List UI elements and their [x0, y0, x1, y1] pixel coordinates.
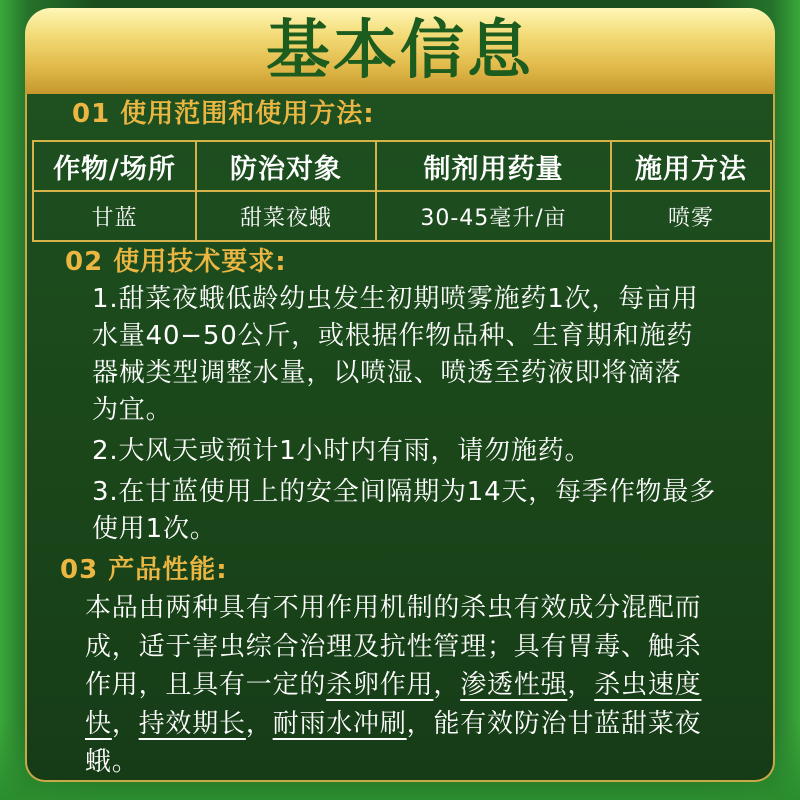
title-banner [25, 8, 775, 96]
underlined-segment: 杀虫速度 [594, 670, 702, 700]
text-segment: 成，适于害虫综合治理及抗性管理；具有胃毒、触杀 [85, 631, 702, 662]
text-line: 水量40−50公斤，或根据作物品种、生育期和施药 [92, 321, 694, 351]
text-segment: ，能有效防治甘蓝甜菜夜 [406, 708, 702, 739]
text-segment: 作用，且具有一定的 [85, 670, 327, 700]
text-line: 为宜。 [92, 395, 173, 425]
text-line [85, 589, 701, 628]
table-row [33, 191, 771, 241]
section-heading-usage: 01 使用范围和使用方法: [72, 99, 375, 129]
text-segment: 本品由两种具有不用作用机制的杀虫有效成分混配而 [85, 593, 702, 623]
text-line: 1.甜菜夜蛾低龄幼虫发生初期喷雾施药1次，每亩用 [92, 284, 699, 314]
text-line [85, 666, 701, 705]
underlined-segment: 持效期长 [138, 708, 246, 739]
text-line [85, 705, 701, 744]
text-line: 使用1次。 [92, 514, 217, 544]
underlined-segment: 耐雨水冲刷 [272, 708, 407, 739]
text-segment: 蛾。 [85, 747, 139, 777]
table-header-crop: 作物/场所 [33, 141, 196, 191]
underlined-segment: 渗透性强 [460, 670, 568, 700]
usage-table [32, 140, 772, 242]
table-header-dosage: 制剂用药量 [376, 141, 611, 191]
text-line: 器械类型调整水量，以喷湿、喷透至药液即将滴落 [92, 358, 682, 388]
table-cell-method: 喷雾 [611, 191, 771, 241]
table-header-method: 施用方法 [611, 141, 771, 191]
text-line [85, 628, 701, 667]
text-segment: ， [433, 670, 461, 700]
text-segment: ， [245, 708, 273, 739]
table-cell-target: 甜菜夜蛾 [196, 191, 376, 241]
underlined-segment: 快 [85, 708, 112, 739]
requirement-item [92, 281, 716, 429]
section-heading-performance: 03 产品性能: [60, 555, 228, 585]
underlined-segment: 杀卵作用 [326, 670, 434, 700]
table-header-row [33, 141, 771, 191]
text-line: 2.大风天或预计1小时内有雨，请勿施药。 [92, 436, 592, 466]
requirement-item [92, 433, 716, 470]
requirement-item [92, 474, 716, 548]
text-segment: ， [111, 708, 139, 739]
text-line [85, 743, 701, 782]
text-segment: ， [567, 670, 595, 700]
performance-text [85, 589, 701, 782]
page-title: 基本信息 [266, 14, 534, 88]
section-heading-requirements: 02 使用技术要求: [65, 247, 287, 277]
requirements-text [92, 281, 716, 548]
table-header-target: 防治对象 [196, 141, 376, 191]
text-line: 3.在甘蓝使用上的安全间隔期为14天，每季作物最多 [92, 477, 716, 507]
table-cell-crop: 甘蓝 [33, 191, 196, 241]
table-cell-dosage: 30-45毫升/亩 [376, 191, 611, 241]
